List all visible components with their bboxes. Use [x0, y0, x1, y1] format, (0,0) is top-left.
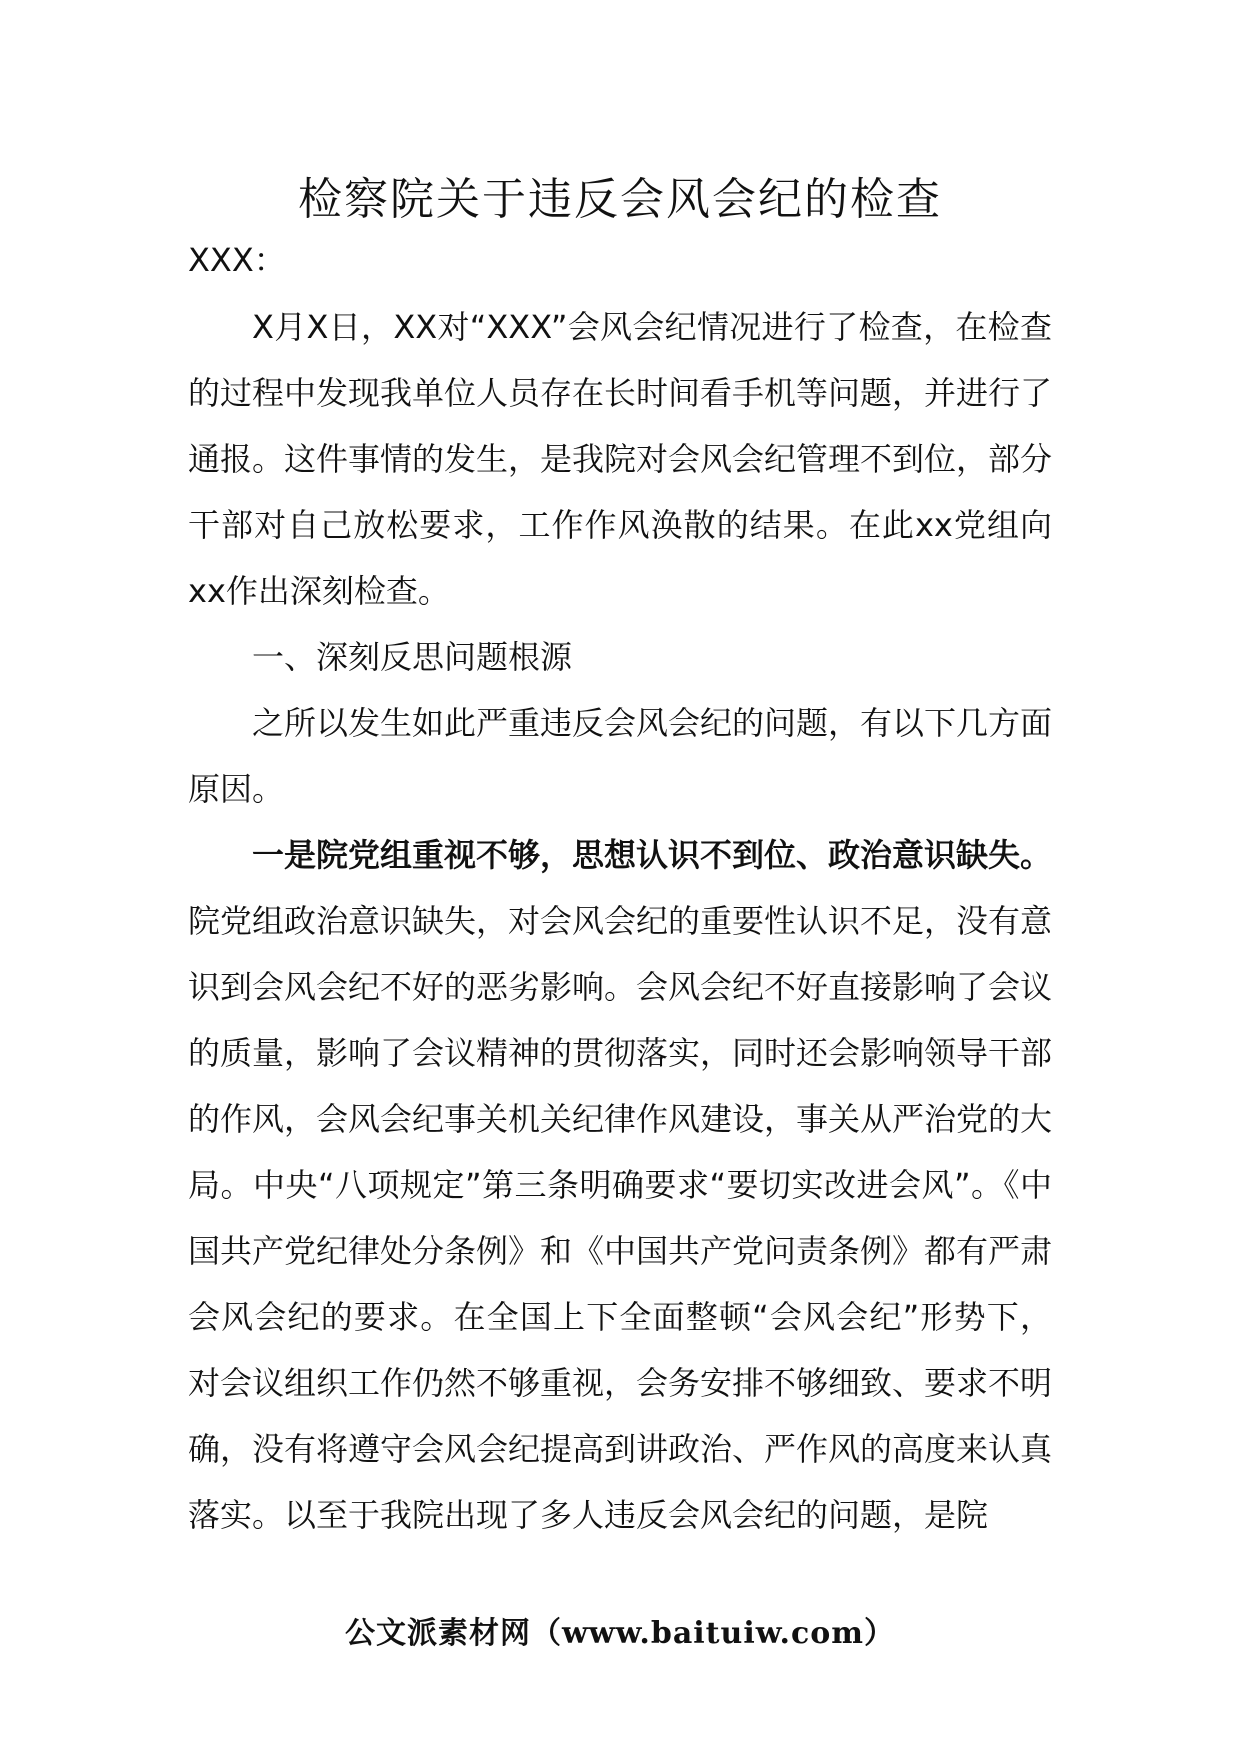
paragraph-causes: 之所以发生如此严重违反会风会纪的问题，有以下几方面原因。 — [188, 704, 1053, 808]
section-heading: 一、深刻反思问题根源 — [252, 638, 573, 676]
salutation: XXX： — [188, 241, 286, 279]
paragraph-reason-one — [188, 822, 1052, 1548]
footer-watermark: 公文派素材网（www.baituiw.com） — [344, 1616, 896, 1651]
document-body — [188, 294, 1052, 1548]
reason-one-lead: 一是院党组重视不够，思想认识不到位、政治意识缺失。 — [252, 836, 1053, 874]
paragraph-intro: X月X日，XX对“XXX”会风会纪情况进行了检查，在检查的过程中发现我单位人员存在长时间看手机等问题，并进行了通报。这件事情的发生，是我院对会风会纪管理不到位，部分干部对自己放松要求，工作作风涣散的结果。在此xx党组向xx作出深刻检查。 — [188, 308, 1053, 610]
document-title: 检察院关于违反会风会纪的检查 — [298, 174, 942, 225]
reason-one-text: 院党组政治意识缺失，对会风会纪的重要性认识不足，没有意识到会风会纪不好的恶劣影响。会风会纪不好直接影响了会议的质量，影响了会议精神的贯彻落实，同时还会影响领导干部的作风，会风会纪事关机关纪律作风建设，事关从严治党的大局。中央“八项规定”第三条明确要求“要切实改进会风”。《中国共产党纪律处分条例》和《中国共产党问责条例》都有严肃会风会纪的要求。在全国上下全面整顿“会风会纪”形势下，对会议组织工作仍然不够重视，会务安排不够细致、要求不明确，没有将遵守会风会纪提高到讲政治、严作风的高度来认真落实。以至于我院出现了多人违反会风会纪的问题，是院 — [188, 902, 1053, 1534]
